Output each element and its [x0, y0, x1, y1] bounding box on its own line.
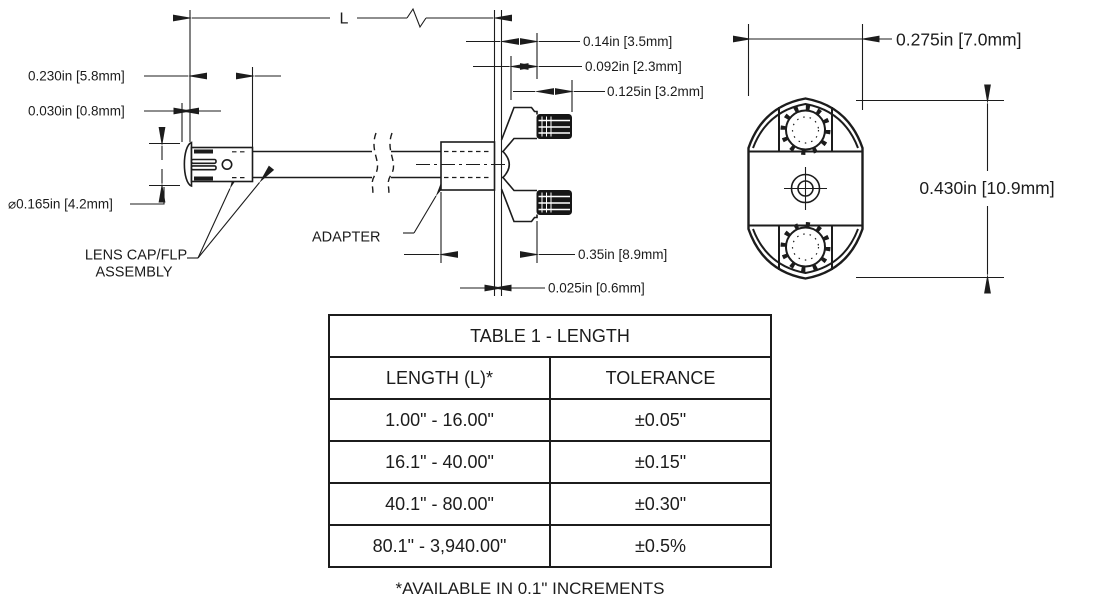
spline-socket-top: [783, 108, 828, 153]
table-row: [329, 441, 771, 483]
dim-label-cap-flange: 0.030in [0.8mm]: [28, 103, 125, 119]
table-header-length: LENGTH (L)*: [329, 357, 550, 399]
table-cell-length: 1.00" - 16.00": [329, 399, 550, 441]
table-row: [329, 399, 771, 441]
table-title-row: [329, 315, 771, 357]
table-header-tolerance: TOLERANCE: [550, 357, 771, 399]
table-cell-length: 40.1" - 80.00": [329, 483, 550, 525]
table-cell-tolerance: ±0.30": [550, 483, 771, 525]
dim-label-gap: 0.025in [0.6mm]: [548, 280, 645, 296]
bifurcated-end: [502, 108, 572, 222]
spline-socket-bottom: [783, 225, 828, 270]
dim-label-cap-length: 0.230in [5.8mm]: [28, 68, 125, 84]
table-row: [329, 483, 771, 525]
dim-overall-length: [192, 9, 493, 28]
dim-label-cap-diameter: ⌀0.165in [4.2mm]: [8, 196, 113, 212]
break-mark-right: [388, 133, 394, 197]
table-header-row: [329, 357, 771, 399]
dim-label-end-width: 0.275in [7.0mm]: [896, 29, 1022, 50]
adapter: [416, 142, 508, 190]
availability-note: *AVAILABLE IN 0.1" INCREMENTS: [395, 579, 665, 598]
table-row: [329, 525, 771, 567]
table-cell-length: 16.1" - 40.00": [329, 441, 550, 483]
label-lens-cap-line1: LENS CAP/FLP: [84, 247, 188, 264]
light-pipe-tube: [253, 133, 442, 197]
break-mark-left: [372, 133, 378, 197]
label-lens-cap-line2: ASSEMBLY: [95, 264, 173, 281]
cap-retainer-bar-top: [194, 150, 213, 154]
dim-label-fork-depth: 0.14in [3.5mm]: [583, 34, 673, 49]
label-adapter: ADAPTER: [312, 229, 381, 246]
table-cell-tolerance: ±0.05": [550, 399, 771, 441]
center-target: [784, 167, 827, 210]
table-cell-length: 80.1" - 3,940.00": [329, 525, 550, 567]
dim-label-adapter-length: 0.35in [8.9mm]: [578, 247, 668, 262]
table-cell-tolerance: ±0.15": [550, 441, 771, 483]
dim-label-end-height: 0.430in [10.9mm]: [919, 178, 1055, 198]
dim-label-pin-length: 0.125in [3.2mm]: [607, 84, 704, 99]
length-tolerance-table: [328, 314, 772, 568]
splined-pin-top: [537, 115, 572, 139]
cap-retainer-bar-bottom: [194, 177, 213, 181]
dim-label-prong-width: 0.092in [2.3mm]: [585, 59, 682, 74]
end-view: [749, 24, 1055, 279]
lens-cap-assembly: [184, 143, 252, 187]
dim-label-overall-length: L: [339, 10, 349, 28]
side-view: [8, 9, 704, 296]
splined-pin-bottom: [537, 191, 572, 215]
table-cell-tolerance: ±0.5%: [550, 525, 771, 567]
table-title: TABLE 1 - LENGTH: [329, 315, 771, 357]
